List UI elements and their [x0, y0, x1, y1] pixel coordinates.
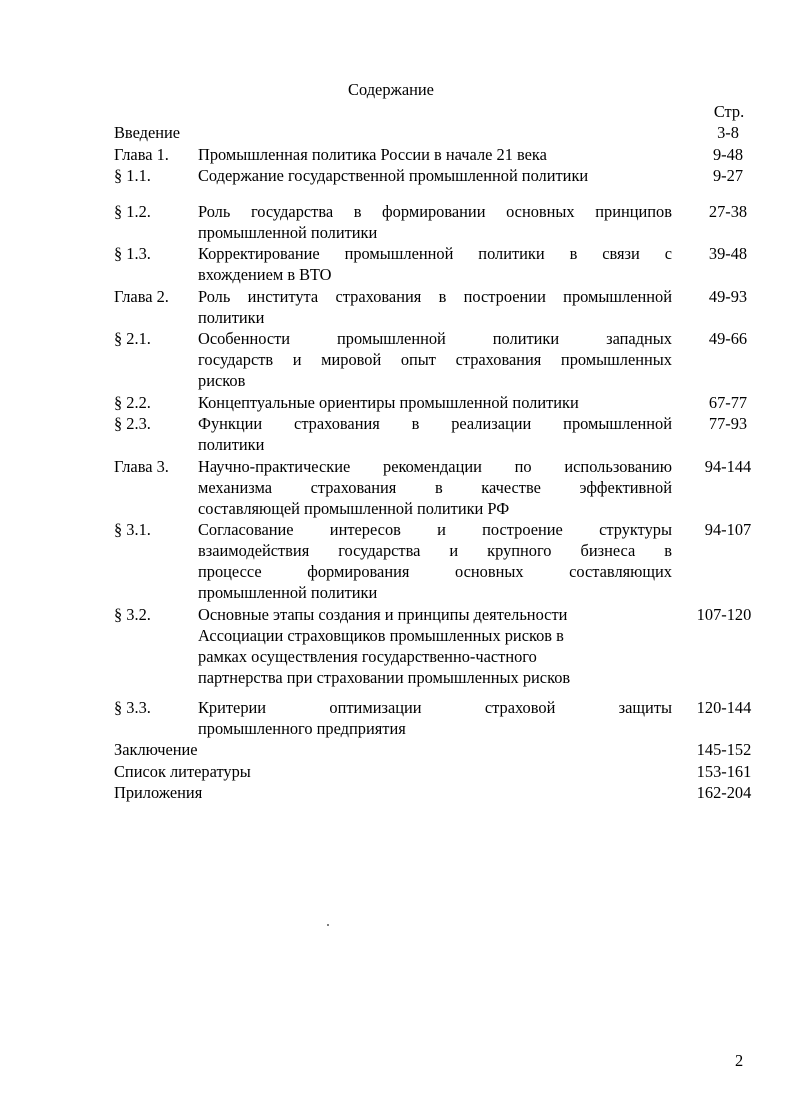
- toc-entry-label: Введение: [114, 123, 181, 142]
- toc-title-line: Особенности промышленной политики западных: [198, 329, 672, 348]
- toc-entry-pages: 120-144: [696, 698, 752, 717]
- toc-entry-number: § 3.2.: [114, 605, 151, 624]
- toc-entry-pages: 49-93: [708, 287, 748, 306]
- toc-entry-number: § 2.3.: [114, 414, 151, 433]
- toc-entry-title: [198, 604, 672, 688]
- toc-entry-number: § 1.2.: [114, 202, 151, 221]
- toc-title-line: Ассоциации страховщиков промышленных рисков в: [198, 626, 564, 645]
- toc-title-line: Критерии оптимизации страховой защиты: [198, 698, 672, 717]
- toc-title-line: Концептуальные ориентиры промышленной политики: [198, 393, 579, 412]
- toc-title-line: Функции страхования в реализации промышленной: [198, 414, 672, 433]
- toc-title-line: промышленной политики: [198, 223, 378, 242]
- toc-entry-pages: 94-144: [704, 457, 752, 476]
- toc-entry-title: [198, 519, 672, 603]
- toc-entry-label: Список литературы: [114, 762, 251, 781]
- toc-entry-pages: 145-152: [696, 740, 752, 759]
- toc-entry-pages: 9-48: [712, 145, 744, 164]
- toc-title-line: политики: [198, 435, 265, 454]
- toc-title-line: Роль института страхования в построении промышленной: [198, 287, 672, 306]
- toc-title-line: Научно-практические рекомендации по использованию: [198, 457, 672, 476]
- toc-entry-title: [198, 697, 672, 739]
- toc-entry-number: Глава 1.: [114, 145, 169, 164]
- toc-title-line: Роль государства в формировании основных принципов: [198, 202, 672, 221]
- toc-entry-pages: 153-161: [696, 762, 752, 781]
- toc-entry-number: § 3.3.: [114, 698, 151, 717]
- toc-entry-number: Глава 3.: [114, 457, 169, 476]
- toc-entry-title: [198, 286, 672, 328]
- toc-entry-pages: 162-204: [696, 783, 752, 802]
- toc-title-line: Промышленная политика России в начале 21 века: [198, 145, 547, 164]
- toc-title-line: Основные этапы создания и принципы деятельности: [198, 605, 568, 624]
- toc-entry-title: [198, 165, 672, 186]
- toc-entry-pages: 27-38: [708, 202, 748, 221]
- toc-entry-title: [198, 456, 672, 519]
- toc-title-line: Содержание государственной промышленной политики: [198, 166, 589, 185]
- toc-entry-pages: 67-77: [708, 393, 748, 412]
- toc-entry-title: [198, 243, 672, 285]
- page-number: 2: [735, 1051, 744, 1070]
- toc-entry-title: [198, 413, 672, 455]
- toc-entry-number: § 3.1.: [114, 520, 151, 539]
- toc-title-line: Согласование интересов и построение структуры: [198, 520, 672, 539]
- toc-title: Содержание: [348, 80, 434, 99]
- pages-column-header: Стр.: [713, 102, 745, 121]
- scan-speck: [327, 924, 329, 926]
- toc-entry-title: [198, 392, 672, 413]
- toc-entry-title: [198, 328, 672, 391]
- toc-entry-number: § 1.1.: [114, 166, 151, 185]
- toc-entry-pages: 77-93: [708, 414, 748, 433]
- toc-title-line: взаимодействия государства и крупного бизнеса в: [198, 541, 672, 560]
- toc-entry-title: [198, 144, 672, 165]
- toc-entry-pages: 9-27: [712, 166, 744, 185]
- toc-title-line: политики: [198, 308, 265, 327]
- toc-entry-number: Глава 2.: [114, 287, 169, 306]
- toc-title-line: Корректирование промышленной политики в связи с: [198, 244, 672, 263]
- toc-title-line: государств и мировой опыт страхования промышленных: [198, 350, 672, 369]
- toc-entry-pages: 3-8: [717, 123, 739, 142]
- toc-entry-number: § 1.3.: [114, 244, 151, 263]
- toc-entry-label: Приложения: [114, 783, 203, 802]
- toc-entry-pages: 39-48: [708, 244, 748, 263]
- toc-entry-pages: 49-66: [708, 329, 748, 348]
- toc-entry-number: § 2.1.: [114, 329, 151, 348]
- toc-title-line: вхождением в ВТО: [198, 265, 332, 284]
- toc-title-line: партнерства при страховании промышленных рисков: [198, 668, 571, 687]
- toc-title-line: механизма страхования в качестве эффективной: [198, 478, 672, 497]
- toc-entry-number: § 2.2.: [114, 393, 151, 412]
- toc-title-line: промышленного предприятия: [198, 719, 406, 738]
- toc-entry-pages: 94-107: [704, 520, 752, 539]
- toc-title-line: промышленной политики: [198, 583, 378, 602]
- toc-title-line: рисков: [198, 371, 246, 390]
- toc-entry-pages: 107-120: [696, 605, 752, 624]
- toc-title-line: процессе формирования основных составляющих: [198, 562, 672, 581]
- toc-entry-label: Заключение: [114, 740, 198, 759]
- toc-title-line: составляющей промышленной политики РФ: [198, 499, 510, 518]
- toc-entry-title: [198, 201, 672, 243]
- toc-title-line: рамках осуществления государственно-частного: [198, 647, 537, 666]
